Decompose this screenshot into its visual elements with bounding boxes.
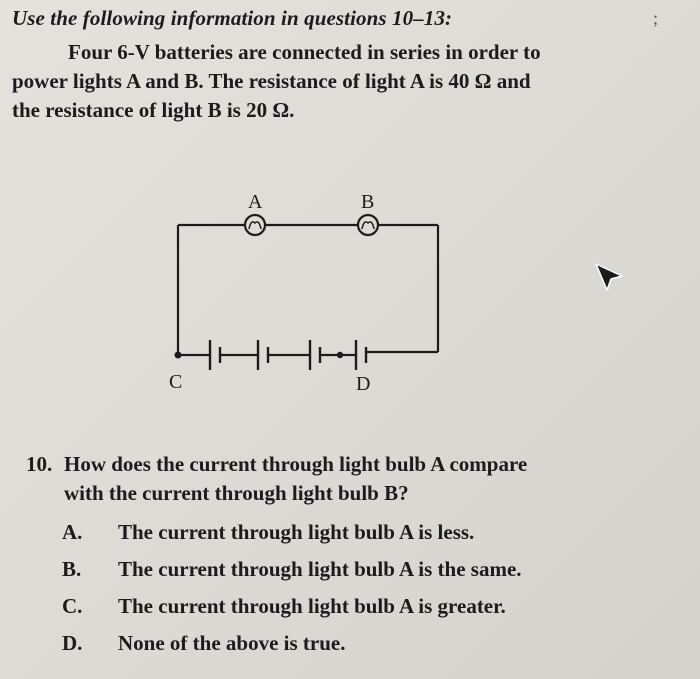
option-text: None of the above is true. (118, 631, 346, 655)
option-letter: B. (62, 557, 82, 581)
answer-options (26, 514, 686, 662)
bulb-a-filament (249, 222, 261, 229)
option-text: The current through light bulb A is the same. (118, 557, 522, 581)
question-10 (26, 450, 686, 662)
problem-statement (12, 38, 612, 125)
option-b (26, 551, 686, 588)
option-letter: C. (62, 594, 83, 618)
problem-line-1: Four 6-V batteries are connected in series in order to (68, 40, 541, 64)
option-a (26, 514, 686, 551)
problem-line-3: the resistance of light B is 20 Ω. (12, 98, 295, 122)
option-letter: D. (62, 631, 83, 655)
label-b: B (361, 191, 375, 213)
problem-line-2: power lights A and B. The resistance of light A is 40 Ω and (12, 69, 531, 93)
question-text-line-2: with the current through light bulb B? (64, 481, 409, 505)
question-number: 10. (26, 452, 53, 476)
circuit-diagram (160, 180, 460, 400)
option-c (26, 588, 686, 625)
stray-mark: ; (653, 8, 659, 28)
label-d: D (356, 373, 371, 395)
instructions-heading: Use the following information in questions 10–13: (12, 6, 453, 30)
label-a: A (248, 191, 263, 213)
question-stem (26, 450, 686, 508)
bulb-b-filament (362, 222, 374, 229)
mouse-pointer-icon (592, 260, 626, 294)
point-c-dot (175, 352, 182, 359)
bulb-a-icon (245, 215, 265, 235)
bulb-b-icon (358, 215, 378, 235)
point-d-dot (337, 352, 343, 358)
option-d (26, 625, 686, 662)
question-text-line-1: How does the current through light bulb A compare (64, 452, 528, 476)
option-text: The current through light bulb A is less. (118, 520, 475, 544)
label-c: C (169, 371, 183, 393)
option-text: The current through light bulb A is greater. (118, 594, 506, 618)
option-letter: A. (62, 520, 83, 544)
question-text (64, 450, 527, 508)
